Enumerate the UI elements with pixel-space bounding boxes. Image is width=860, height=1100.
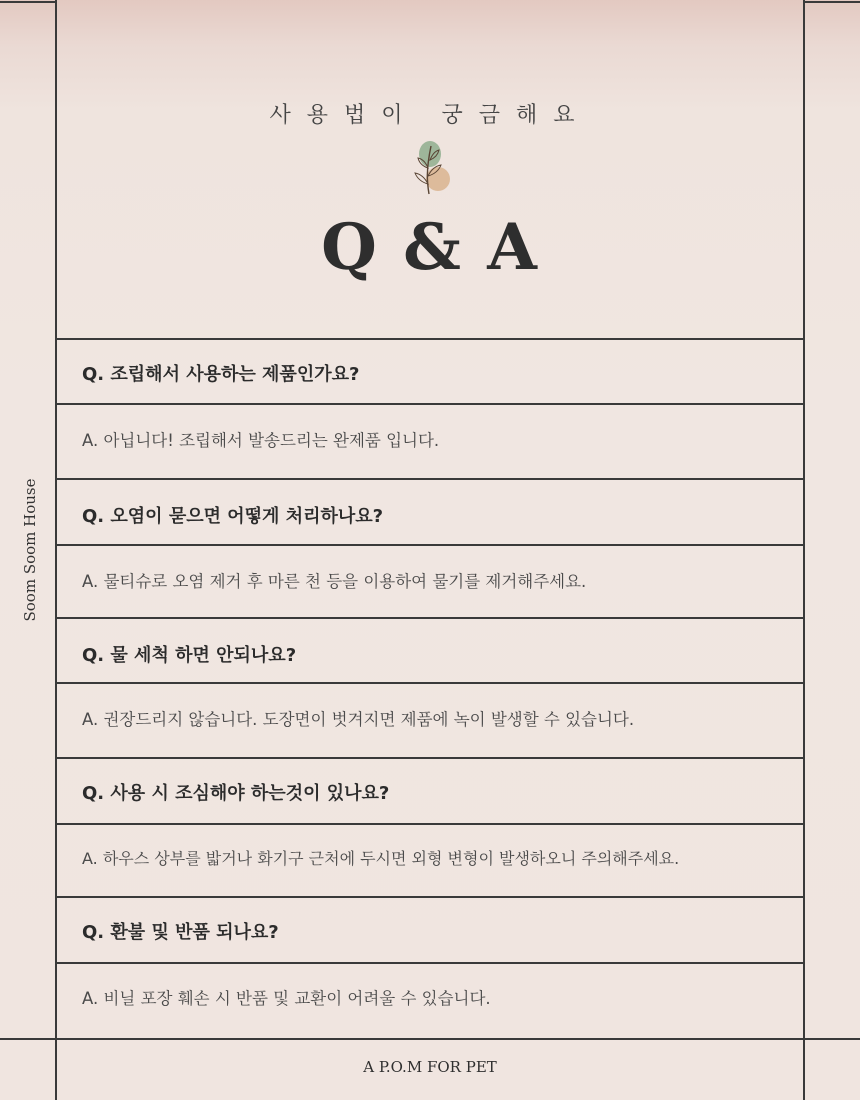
faq-question: Q. 조립해서 사용하는 제품인가요? bbox=[82, 364, 360, 385]
leaf-branch-icon bbox=[405, 138, 457, 198]
left-border-line bbox=[55, 0, 57, 1100]
top-left-line bbox=[0, 1, 56, 3]
faq-question: Q. 사용 시 조심해야 하는것이 있나요? bbox=[82, 783, 390, 804]
faq-divider bbox=[56, 962, 804, 964]
faq-divider bbox=[56, 823, 804, 825]
subtitle: 사용법이 궁금해요 bbox=[269, 103, 591, 128]
faq-question: Q. 환불 및 반품 되나요? bbox=[82, 922, 279, 943]
faq-divider bbox=[56, 478, 804, 480]
side-brand-label: Soom Soom House bbox=[21, 478, 39, 622]
footer-brand: A P.O.M FOR PET bbox=[363, 1058, 497, 1076]
right-border-line bbox=[803, 0, 805, 1100]
faq-divider bbox=[56, 757, 804, 759]
faq-answer: A. 하우스 상부를 밟거나 화기구 근처에 두시면 외형 변형이 발생하오니 주의해주세요. bbox=[82, 849, 680, 868]
page-title: Q & A bbox=[321, 210, 539, 285]
faq-divider bbox=[56, 403, 804, 405]
faq-answer: A. 물티슈로 오염 제거 후 마른 천 등을 이용하여 물기를 제거해주세요. bbox=[82, 572, 587, 591]
faq-answer: A. 아닙니다! 조립해서 발송드리는 완제품 입니다. bbox=[82, 431, 440, 450]
faq-divider bbox=[56, 682, 804, 684]
faq-question: Q. 오염이 묻으면 어떻게 처리하나요? bbox=[82, 506, 384, 527]
faq-divider bbox=[56, 617, 804, 619]
faq-answer: A. 권장드리지 않습니다. 도장면이 벗겨지면 제품에 녹이 발생할 수 있습니다. bbox=[82, 710, 635, 729]
faq-answer: A. 비닐 포장 훼손 시 반품 및 교환이 어려울 수 있습니다. bbox=[82, 989, 491, 1008]
faq-divider bbox=[56, 544, 804, 546]
faq-top-divider bbox=[56, 338, 804, 340]
top-right-line bbox=[804, 1, 860, 3]
footer-divider bbox=[0, 1038, 860, 1040]
faq-question: Q. 물 세척 하면 안되나요? bbox=[82, 645, 297, 666]
faq-divider bbox=[56, 896, 804, 898]
